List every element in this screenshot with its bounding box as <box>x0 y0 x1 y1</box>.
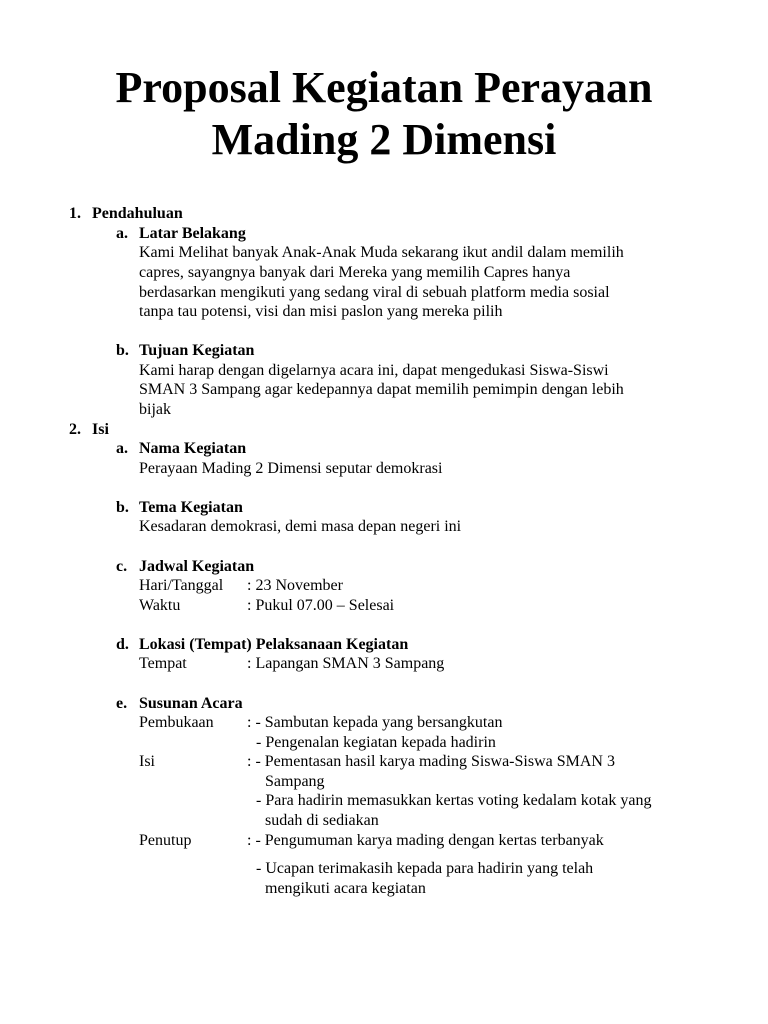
penutup-item-2b: mengikuti acara kegiatan <box>265 880 426 897</box>
latar-letter: a. <box>116 225 128 242</box>
tempat-value: : Lapangan SMAN 3 Sampang <box>247 655 445 672</box>
nama-value: Perayaan Mading 2 Dimensi seputar demokrasi <box>139 460 443 477</box>
pembukaan-item-2: - Pengenalan kegiatan kepada hadirin <box>256 734 496 751</box>
title-line-1: Proposal Kegiatan Perayaan <box>115 63 653 112</box>
nama-letter: a. <box>116 440 128 457</box>
latar-line-3: berdasarkan mengikuti yang sedang viral di sebuah platform media sosial <box>139 284 610 301</box>
latar-heading: Latar Belakang <box>139 225 246 242</box>
jadwal-letter: c. <box>116 558 128 575</box>
nama-heading: Nama Kegiatan <box>139 440 247 457</box>
latar-line-4: tanpa tau potensi, visi dan misi paslon yang mereka pilih <box>139 303 503 320</box>
penutup-item-1: : - Pengumuman karya mading dengan kertas terbanyak <box>247 832 604 849</box>
tujuan-line-3: bijak <box>139 401 171 418</box>
tujuan-line-1: Kami harap dengan digelarnya acara ini, dapat mengedukasi Siswa-Siswi <box>139 362 609 379</box>
lokasi-letter: d. <box>116 636 129 653</box>
tema-letter: b. <box>116 499 129 516</box>
tujuan-heading: Tujuan Kegiatan <box>139 342 255 359</box>
title-line-2: Mading 2 Dimensi <box>211 115 557 164</box>
latar-line-1: Kami Melihat banyak Anak-Anak Muda sekarang ikut andil dalam memilih <box>139 244 624 261</box>
tema-heading: Tema Kegiatan <box>139 499 243 516</box>
section-2-heading: Isi <box>92 421 109 438</box>
hari-value: : 23 November <box>247 577 343 594</box>
pembukaan-item-1: : - Sambutan kepada yang bersangkutan <box>247 714 503 731</box>
isi-label: Isi <box>139 753 155 770</box>
isi-item-1b: Sampang <box>265 773 325 790</box>
tempat-label: Tempat <box>139 655 187 672</box>
susunan-letter: e. <box>116 695 128 712</box>
section-1-heading: Pendahuluan <box>92 205 183 222</box>
isi-item-2b: sudah di sediakan <box>265 812 379 829</box>
waktu-label: Waktu <box>139 597 181 614</box>
isi-item-1a: : - Pementasan hasil karya mading Siswa-Siswa SMAN 3 <box>247 753 615 770</box>
tema-value: Kesadaran demokrasi, demi masa depan negeri ini <box>139 518 462 535</box>
section-1-number: 1. <box>69 205 81 222</box>
section-2-number: 2. <box>69 421 81 438</box>
susunan-heading: Susunan Acara <box>139 695 243 712</box>
penutup-item-2a: - Ucapan terimakasih kepada para hadirin yang telah <box>256 860 594 877</box>
tujuan-letter: b. <box>116 342 129 359</box>
isi-item-2a: - Para hadirin memasukkan kertas voting kedalam kotak yang <box>256 792 652 809</box>
lokasi-heading: Lokasi (Tempat) Pelaksanaan Kegiatan <box>139 636 409 653</box>
pembukaan-label: Pembukaan <box>139 714 214 731</box>
hari-label: Hari/Tanggal <box>139 577 224 594</box>
latar-line-2: capres, sayangnya banyak dari Mereka yang memilih Capres hanya <box>139 264 571 281</box>
waktu-value: : Pukul 07.00 – Selesai <box>247 597 395 614</box>
penutup-label: Penutup <box>139 832 192 849</box>
jadwal-heading: Jadwal Kegiatan <box>139 558 255 575</box>
tujuan-line-2: SMAN 3 Sampang agar kedepannya dapat memilih pemimpin dengan lebih <box>139 381 624 398</box>
document-title <box>0 62 768 166</box>
